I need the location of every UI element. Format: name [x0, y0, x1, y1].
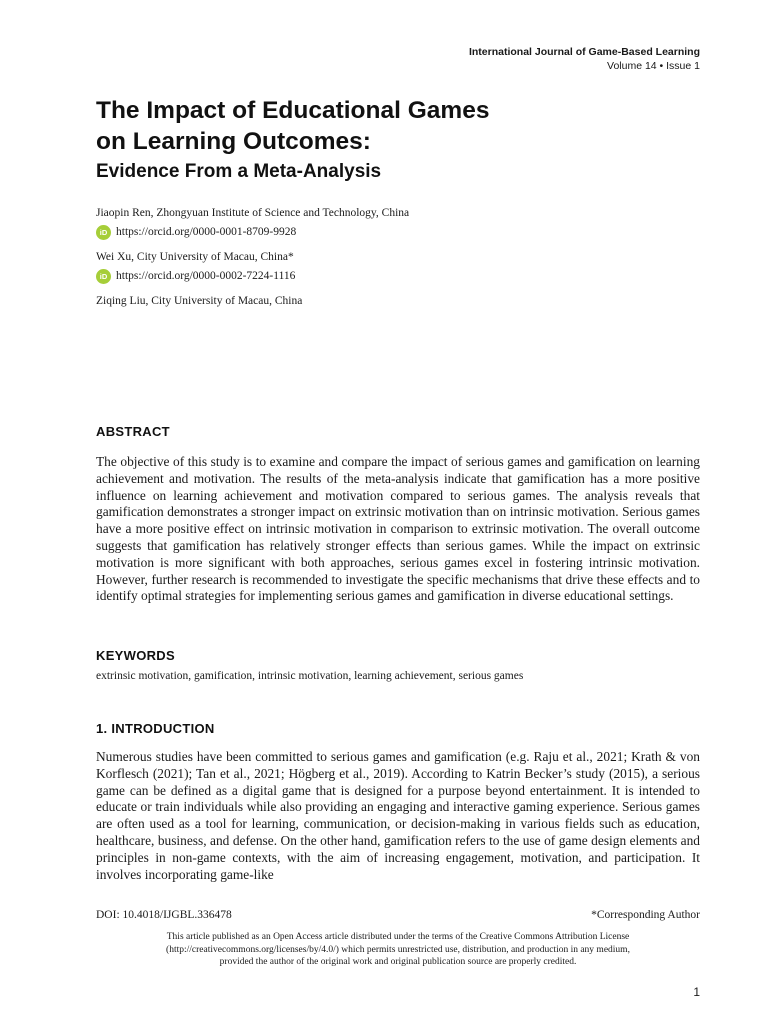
doi[interactable]: DOI: 10.4018/IJGBL.336478 [96, 909, 232, 921]
footer-row [96, 909, 700, 921]
orcid-row [96, 224, 409, 241]
journal-issue: Volume 14 • Issue 1 [607, 60, 700, 72]
license-line: (http://creativecommons.org/licenses/by/4.0/) which permits unrestricted use, distribution, and production in any medium, [166, 944, 630, 955]
author-list [96, 206, 409, 309]
paper-title-line-2: on Learning Outcomes: [96, 128, 371, 155]
paper-title-line-1: The Impact of Educational Games [96, 97, 490, 124]
orcid-icon: iD [96, 269, 111, 284]
orcid-icon: iD [96, 225, 111, 240]
title-block [96, 95, 696, 185]
author-affiliation: Ziqing Liu, City University of Macau, China [96, 295, 303, 307]
journal-header [469, 45, 700, 73]
journal-name: International Journal of Game-Based Learning [468, 46, 700, 58]
author-affiliation: Wei Xu, City University of Macau, China* [96, 251, 294, 263]
abstract-text: The objective of this study is to examine and compare the impact of serious games and gamification on learning achievement and motivation. The results of the meta-analysis indicate that gamification has a more positive influence on learning achievement and motivation compared to serious games. The analysis reveals that gamification demonstrates a stronger impact on extrinsic motivation than on intrinsic motivation. Serious games have a more positive effect on intrinsic motivation in comparison to extrinsic motivation. The overall outcome suggests that gamification has relatively stronger effects than serious games. While the impact on extrinsic motivation is more significant with both approaches, serious games excel in fostering intrinsic motivation. However, further research is recommended to investigate the specific mechanisms that drive these effects and to identify optimal strategies for implementing serious games and gamification in diverse educational settings. [96, 454, 700, 604]
orcid-link[interactable]: https://orcid.org/0000-0002-7224-1116 [116, 270, 296, 282]
corresponding-author-note: *Corresponding Author [591, 909, 700, 921]
page-number: 1 [693, 985, 700, 999]
author-affiliation: Jiaopin Ren, Zhongyuan Institute of Science and Technology, China [96, 207, 410, 219]
paper-subtitle: Evidence From a Meta-Analysis [96, 161, 382, 182]
license-notice [96, 931, 700, 969]
orcid-row [96, 268, 409, 285]
license-line: This article published as an Open Access article distributed under the terms of the Creative Commons Attribution License [166, 932, 630, 942]
abstract-heading: ABSTRACT [96, 424, 170, 439]
introduction-heading: 1. INTRODUCTION [96, 721, 215, 736]
introduction-text: Numerous studies have been committed to serious games and gamification (e.g. Raju et al., 2021; Krath & von Korflesch (2021); Tan et al., 2021; Högberg et al., 2019). According to Katrin Becker’s study (2015), a serious game can be defined as a digital game that is designed for a purpose beyond entertainment. It is intended to educate or train individuals while also providing an engaging and interactive gaming experience. Serious games are often used as a tool for learning, communication, or decision-making in various fields such as education, healthcare, business, and defense. On the other hand, gamification refers to the use of game design elements and principles in non-game contexts, with the aim of increasing engagement, motivation, and participation. It involves incorporating game-like [96, 749, 700, 882]
license-line: provided the author of the original work and original publication source are properly credited. [219, 957, 577, 967]
keywords-heading: KEYWORDS [96, 648, 175, 663]
keywords-text: extrinsic motivation, gamification, intrinsic motivation, learning achievement, serious games [96, 670, 524, 682]
orcid-link[interactable]: https://orcid.org/0000-0001-8709-9928 [116, 226, 297, 238]
